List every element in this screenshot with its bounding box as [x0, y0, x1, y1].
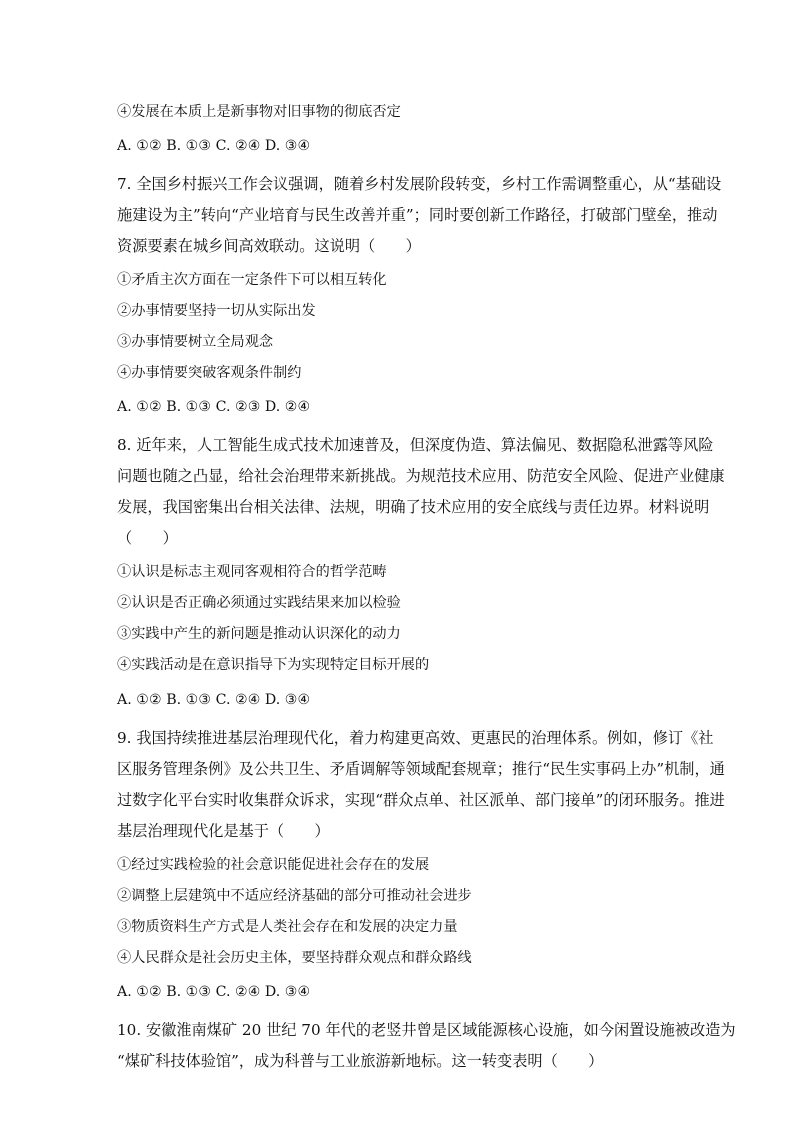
stem-line: （ ）: [117, 529, 178, 548]
option-line: ④实践活动是在意识指导下为实现特定目标开展的: [117, 657, 430, 674]
option-line: ④人民群众是社会历史主体，要坚持群众观点和群众路线: [117, 949, 472, 966]
option-line: ③实践中产生的新问题是推动认识深化的动力: [117, 626, 401, 643]
page-content: [117, 102, 736, 1085]
option-line: ④发展在本质上是新事物对旧事物的彻底否定: [117, 104, 401, 120]
stem-line: 施建设为主”转向“产业培育与民生改善并重”；同时要创新工作路径，打破部门壁垒，推动: [117, 206, 718, 225]
stem-line: 7. 全国乡村振兴工作会议强调，随着乡村发展阶段转变，乡村工作需调整重心，从“基础设: [117, 175, 722, 194]
stem-line: 8. 近年来，人工智能生成式技术加速普及，但深度伪造、算法偏见、数据隐私泄露等风险: [117, 436, 714, 455]
option-line: ①认识是标志主观同客观相符合的哲学范畴: [117, 564, 387, 581]
answer-choices: A. ①② B. ①③ C. ②③ D. ②④: [117, 399, 311, 416]
option-line: ④办事情要突破客观条件制约: [117, 365, 302, 382]
option-line: ①矛盾主次方面在一定条件下可以相互转化: [117, 272, 387, 289]
question-stem: [117, 723, 725, 847]
option-line: ②调整上层建筑中不适应经济基础的部分可推动社会进步: [117, 887, 472, 904]
option-line: ③物质资料生产方式是人类社会存在和发展的决定力量: [117, 918, 458, 935]
option-line: ②认识是否正确必须通过实践结果来加以检验: [117, 595, 401, 612]
stem-line: “煤矿科技体验馆”，成为科普与工业旅游新地标。这一转变表明（ ）: [117, 1051, 604, 1070]
stem-line: 资源要素在城乡间高效联动。这说明（ ）: [117, 237, 421, 256]
stem-line: 9. 我国持续推进基层治理现代化，着力构建更高效、更惠民的治理体系。例如，修订《社: [117, 728, 714, 747]
previous-question-tail: [117, 102, 682, 156]
option-line: ②办事情要坚持一切从实际出发: [117, 303, 316, 320]
answer-choices: A. ①② B. ①③ C. ②④ D. ③④: [117, 691, 311, 708]
stem-line: 基层治理现代化是基于（ ）: [117, 821, 330, 840]
option-line: ③办事情要树立全局观念: [117, 334, 274, 351]
stem-line: 问题也随之凸显，给社会治理带来新挑战。为规范技术应用、防范安全风险、促进产业健康: [117, 467, 725, 486]
question-10: [117, 1015, 736, 1077]
stem-line: 发展，我国密集出台相关法律、法规，明确了技术应用的安全底线与责任边界。材料说明: [117, 498, 710, 517]
stem-line: 过数字化平台实时收集群众诉求，实现“群众点单、社区派单、部门接单”的闭环服务。推进: [117, 790, 725, 809]
answer-choices: A. ①② B. ①③ C. ②④ D. ③④: [117, 138, 311, 155]
question-stem: [117, 169, 722, 262]
question-7: [117, 169, 722, 417]
answer-choices: A. ①② B. ①③ C. ②④ D. ③④: [117, 983, 311, 1000]
stem-line: 10. 安徽淮南煤矿 20 世纪 70 年代的老竖井曾是区域能源核心设施，如今闲置设施被改造为: [117, 1020, 736, 1039]
question-9: [117, 723, 725, 1002]
stem-line: 区服务管理条例》及公共卫生、矛盾调解等领域配套规章；推行“民生实事码上办”机制，通: [117, 759, 725, 778]
question-stem: [117, 1015, 736, 1077]
question-8: [117, 430, 725, 709]
question-stem: [117, 430, 725, 554]
option-line: ①经过实践检验的社会意识能促进社会存在的发展: [117, 856, 430, 873]
